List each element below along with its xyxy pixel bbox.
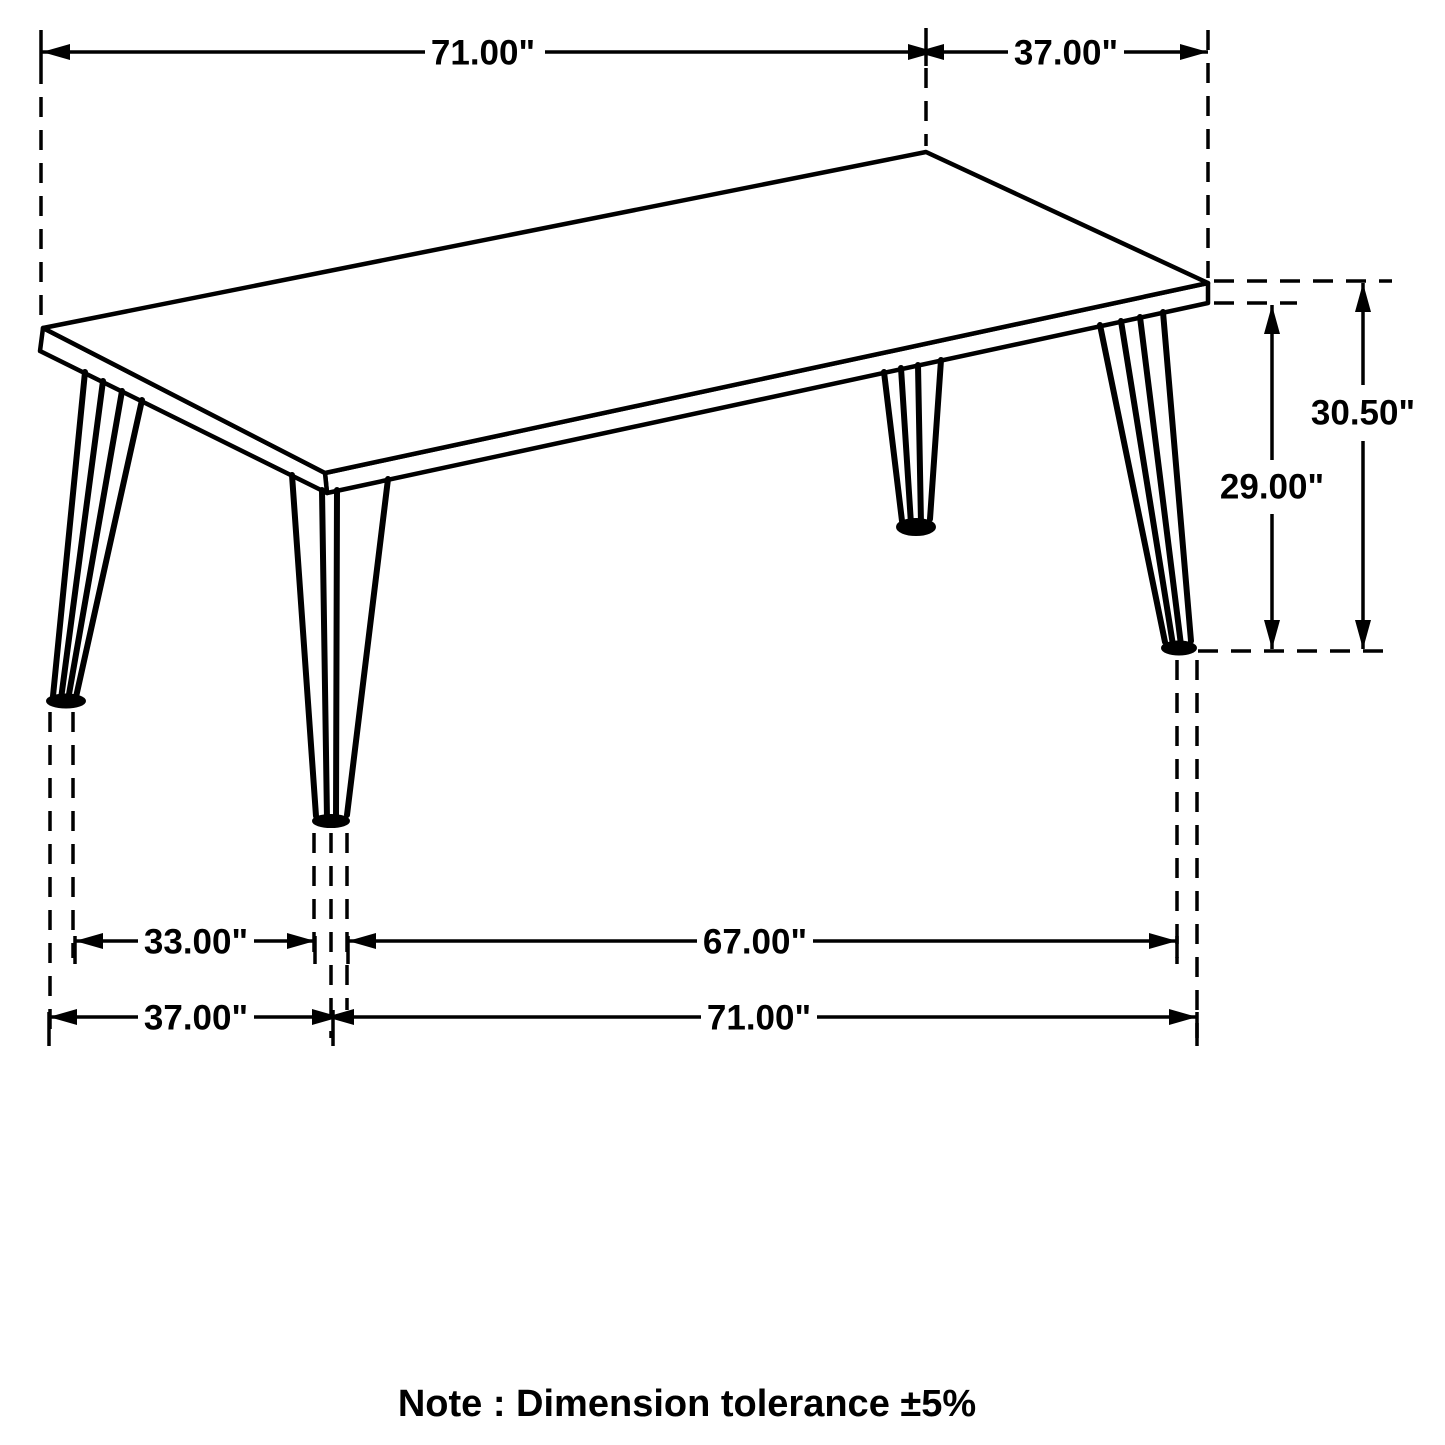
arrow-up-icon [1355,283,1371,312]
strut [347,479,388,815]
dim-label-height-overall: 30.50" [1310,393,1416,433]
foot-far [897,519,935,535]
tabletop [40,152,1208,493]
strut [76,400,142,697]
tolerance-note: Note : Dimension tolerance ±5% [397,1383,977,1425]
dim-label-feet-inner-width: 33.00" [143,922,249,962]
arrow-left-icon [348,933,376,949]
arrow-left-icon [916,44,944,60]
dim-label-top-width: 37.00" [1013,33,1119,73]
arrow-left-icon [42,44,70,60]
arrow-right-icon [1169,1009,1197,1025]
dim-feet-length [326,999,1197,1047]
leg-front-left [47,372,142,708]
dim-top-width [916,34,1208,73]
dim-label-top-length: 71.00" [430,33,536,73]
strut [1100,325,1165,642]
dim-feet-width [49,999,340,1047]
arrow-down-icon [1355,620,1371,649]
leg-near [292,475,388,827]
dim-label-height-underside: 29.00" [1219,467,1325,507]
dim-feet-inner-width [75,923,315,965]
foot-front-left [47,695,85,708]
arrow-right-icon [1149,933,1177,949]
dim-top-length [41,28,936,73]
arrow-left-icon [49,1009,77,1025]
strut [336,490,337,819]
strut [930,360,941,519]
dim-label-feet-inner-length: 67.00" [702,922,808,962]
dim-height-overall [1311,283,1415,649]
strut [322,490,327,819]
foot-right [1162,642,1196,655]
dim-label-feet-length: 71.00" [706,998,812,1038]
strut [884,372,902,521]
dim-feet-inner-length [348,923,1177,965]
leg-right [1100,312,1196,655]
arrow-up-icon [1264,305,1280,334]
arrow-left-icon [75,933,103,949]
dim-label-feet-width: 37.00" [143,998,249,1038]
arrow-right-icon [287,933,315,949]
foot-near [313,815,349,827]
arrow-down-icon [1264,620,1280,649]
strut [918,365,921,524]
dim-height-underside [1220,305,1324,649]
arrow-right-icon [1180,44,1208,60]
strut [292,475,316,816]
leg-far [884,360,941,535]
extension-lines [41,30,1392,1040]
